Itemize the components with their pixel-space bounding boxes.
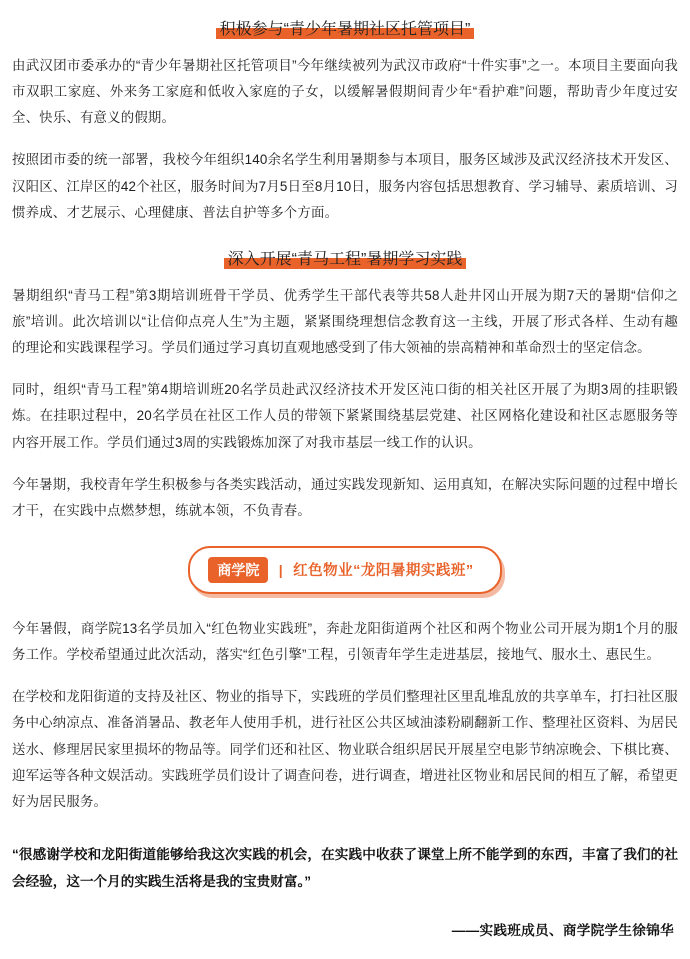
paragraph: 同时，组织“青马工程”第4期培训班20名学员赴武汉经济技术开发区沌口街的相关社区开展了为期3周的挂职锻炼。在挂职过程中，20名学员在社区工作人员的带领下紧紧围绕基层党建、社区网格化建设和社区志愿服务等内容开展工作。学员们通过3周的实践锻炼加深了对我市基层一线工作的认识。 [12, 382, 678, 450]
section-heading-1: 积极参与“青少年暑期社区托管项目” [219, 21, 471, 38]
banner-row [12, 546, 678, 594]
section-heading-1-wrap [12, 16, 678, 39]
college-banner [188, 546, 501, 594]
paragraph: 今年暑期，我校青年学生积极参与各类实践活动，通过实践发现新知、运用真知，在解决实际问题的过程中增长才干，在实践中点燃梦想，练就本领，不负青春。 [12, 476, 678, 518]
quote-attribution: ——实践班成员、商学院学生徐锦华 [451, 923, 674, 939]
section-heading-2-highlight [224, 246, 467, 269]
paragraph: 暑期组织“青马工程”第3期培训班骨干学员、优秀学生干部代表等共58人赴井冈山开展为期7天的暑期“信仰之旅”培训。此次培训以“让信仰点亮人生”为主题，紧紧围绕理想信念教育这一主线，开展了形式各样、生动有趣的理论和实践课程学习。学员们通过学习真切直观地感受到了伟大领袖的崇高精神和革命烈士的坚定信念。 [12, 287, 678, 356]
paragraph: 由武汉团市委承办的“青少年暑期社区托管项目”今年继续被列为武汉市政府“十件实事”之一。本项目主要面向我市双职工家庭、外来务工家庭和低收入家庭的子女，以缓解暑假期间青少年“看护难”问题，帮助青少年度过安全、快乐、有意义的假期。 [12, 58, 678, 126]
banner-title: 红色物业“龙阳暑期实践班” [293, 563, 474, 580]
paragraph: 在学校和龙阳街道的支持及社区、物业的指导下，实践班的学员们整理社区里乱堆乱放的共享单车，打扫社区服务中心纳凉点、准备消暑品、教老年人使用手机，进行社区公共区域油漆粉刷翻新工作、整理社区资料、为居民送水、修理居民家里损坏的物品等。同学们还和社区、物业联合组织居民开展星空电影节纳凉晚会、下棋比赛、迎军运等各种文娱活动。实践班学员们设计了调查问卷，进行调查，增进社区物业和居民间的相互了解，希望更好为居民服务。 [12, 689, 678, 809]
section-heading-1-highlight [216, 16, 475, 39]
paragraph: 今年暑假，商学院13名学员加入“红色物业实践班”，奔赴龙阳街道两个社区和两个物业公司开展为期1个月的服务工作。学校希望通过此次活动，落实“红色引擎”工程，引领青年学生走进基层，接地气、服水土、惠民生。 [12, 620, 678, 663]
paragraph: 按照团市委的统一部署，我校今年组织140余名学生利用暑期参与本项目，服务区域涉及武汉经济技术开发区、汉阳区、江岸区的42个社区，服务时间为7月5日至8月10日，服务内容包括思想教育、学习辅导、素质培训、习惯养成、才艺展示、心理健康、普法自护等多个方面。 [12, 152, 678, 220]
section-heading-2-wrap [12, 246, 678, 269]
pull-quote: “很感谢学校和龙阳街道能够给我这次实践的机会，在实践中收获了课堂上所不能学到的东西，丰富了我们的社会经验，这一个月的实践生活将是我的宝贵财富。” [12, 846, 678, 890]
banner-tag: 商学院 [208, 557, 268, 583]
banner-divider: | [278, 561, 283, 578]
section-heading-2: 深入开展“青马工程”暑期学习实践 [227, 250, 463, 268]
